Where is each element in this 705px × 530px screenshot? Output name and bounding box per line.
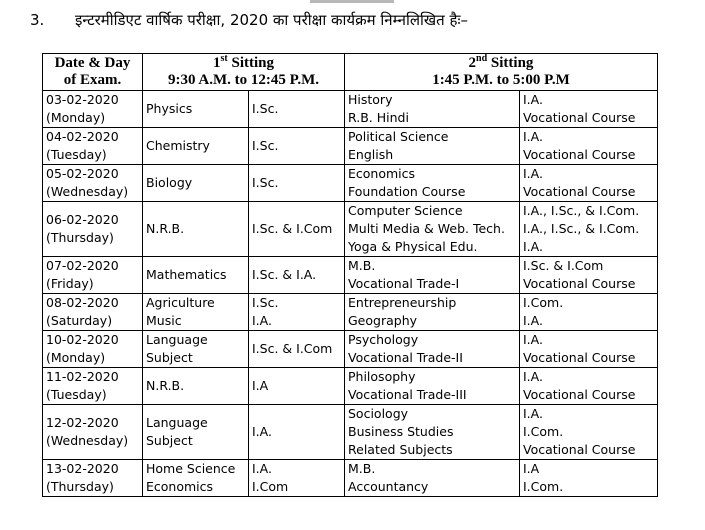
table-row <box>43 460 658 497</box>
second-sitting-subject-cell: Sociology Business Studies Related Subjects <box>345 405 520 460</box>
table-row <box>43 202 658 257</box>
section-heading <box>30 10 468 30</box>
date-cell: 04-02-2020 (Tuesday) <box>43 128 143 165</box>
table-row <box>43 91 658 128</box>
second-sitting-subject-cell: Philosophy Vocational Trade-III <box>345 368 520 405</box>
table-row <box>43 257 658 294</box>
first-sitting-subject-cell: Home Science Economics <box>143 460 249 497</box>
first-sitting-header: 1st Sitting 9:30 A.M. to 12:45 P.M. <box>143 54 345 91</box>
first-sitting-stream-cell: I.Sc. & I.A. <box>249 257 345 294</box>
second-sitting-stream-cell: I.A. Vocational Course <box>520 165 658 202</box>
second-sitting-stream-cell: I.A. Vocational Course <box>520 91 658 128</box>
top-scroll-bar <box>310 0 394 3</box>
date-cell: 12-02-2020 (Wednesday) <box>43 405 143 460</box>
second-sitting-subject-cell: Computer Science Multi Media & Web. Tech. Yoga & Physical Edu. <box>345 202 520 257</box>
date-cell: 10-02-2020 (Monday) <box>43 331 143 368</box>
date-cell: 05-02-2020 (Wednesday) <box>43 165 143 202</box>
first-sitting-stream-cell: I.A. <box>249 405 345 460</box>
table-header-row <box>43 54 658 91</box>
first-sitting-subject-cell: Agriculture Music <box>143 294 249 331</box>
table-row <box>43 331 658 368</box>
second-sitting-subject-cell: Economics Foundation Course <box>345 165 520 202</box>
second-sitting-stream-cell: I.A. Vocational Course <box>520 128 658 165</box>
table-row <box>43 405 658 460</box>
first-sitting-stream-cell: I.A <box>249 368 345 405</box>
second-sitting-stream-cell: I.A. Vocational Course <box>520 368 658 405</box>
second-sitting-subject-cell: History R.B. Hindi <box>345 91 520 128</box>
first-sitting-stream-cell: I.Sc. & I.Com <box>249 202 345 257</box>
second-sitting-subject-cell: Political Science English <box>345 128 520 165</box>
second-sitting-subject-cell: Entrepreneurship Geography <box>345 294 520 331</box>
second-sitting-stream-cell: I.Com. I.A. <box>520 294 658 331</box>
table-row <box>43 165 658 202</box>
first-sitting-subject-cell: Language Subject <box>143 405 249 460</box>
first-sitting-stream-cell: I.Sc. <box>249 165 345 202</box>
second-sitting-stream-cell: I.A I.Com. <box>520 460 658 497</box>
table-row <box>43 128 658 165</box>
date-cell: 06-02-2020 (Thursday) <box>43 202 143 257</box>
date-cell: 08-02-2020 (Saturday) <box>43 294 143 331</box>
date-day-header: Date & Day of Exam. <box>43 54 143 91</box>
second-sitting-subject-cell: M.B. Accountancy <box>345 460 520 497</box>
second-sitting-subject-cell: Psychology Vocational Trade-II <box>345 331 520 368</box>
section-title: इन्टरमीडिएट वार्षिक परीक्षा, 2020 का परीक्षा कार्यक्रम निम्नलिखित हैः– <box>75 11 468 29</box>
second-sitting-stream-cell: I.A. I.Com. Vocational Course <box>520 405 658 460</box>
first-sitting-subject-cell: N.R.B. <box>143 202 249 257</box>
first-sitting-stream-cell: I.Sc. <box>249 91 345 128</box>
first-sitting-subject-cell: Biology <box>143 165 249 202</box>
exam-schedule-table <box>42 53 658 497</box>
date-cell: 13-02-2020 (Thursday) <box>43 460 143 497</box>
first-sitting-subject-cell: Mathematics <box>143 257 249 294</box>
date-cell: 07-02-2020 (Friday) <box>43 257 143 294</box>
second-sitting-stream-cell: I.Sc. & I.Com Vocational Course <box>520 257 658 294</box>
first-sitting-stream-cell: I.Sc. <box>249 128 345 165</box>
date-cell: 11-02-2020 (Tuesday) <box>43 368 143 405</box>
first-sitting-stream-cell: I.Sc. & I.Com <box>249 331 345 368</box>
first-sitting-subject-cell: Physics <box>143 91 249 128</box>
first-sitting-subject-cell: N.R.B. <box>143 368 249 405</box>
first-sitting-subject-cell: Language Subject <box>143 331 249 368</box>
second-sitting-subject-cell: M.B. Vocational Trade-I <box>345 257 520 294</box>
first-sitting-stream-cell: I.Sc. I.A. <box>249 294 345 331</box>
section-number: 3. <box>30 11 45 29</box>
table-row <box>43 368 658 405</box>
second-sitting-header: 2nd Sitting 1:45 P.M. to 5:00 P.M <box>345 54 658 91</box>
date-cell: 03-02-2020 (Monday) <box>43 91 143 128</box>
table-body <box>43 91 658 497</box>
second-sitting-stream-cell: I.A. Vocational Course <box>520 331 658 368</box>
first-sitting-stream-cell: I.A. I.Com <box>249 460 345 497</box>
first-sitting-subject-cell: Chemistry <box>143 128 249 165</box>
second-sitting-stream-cell: I.A., I.Sc., & I.Com. I.A., I.Sc., & I.Com. I.A. <box>520 202 658 257</box>
table-row <box>43 294 658 331</box>
